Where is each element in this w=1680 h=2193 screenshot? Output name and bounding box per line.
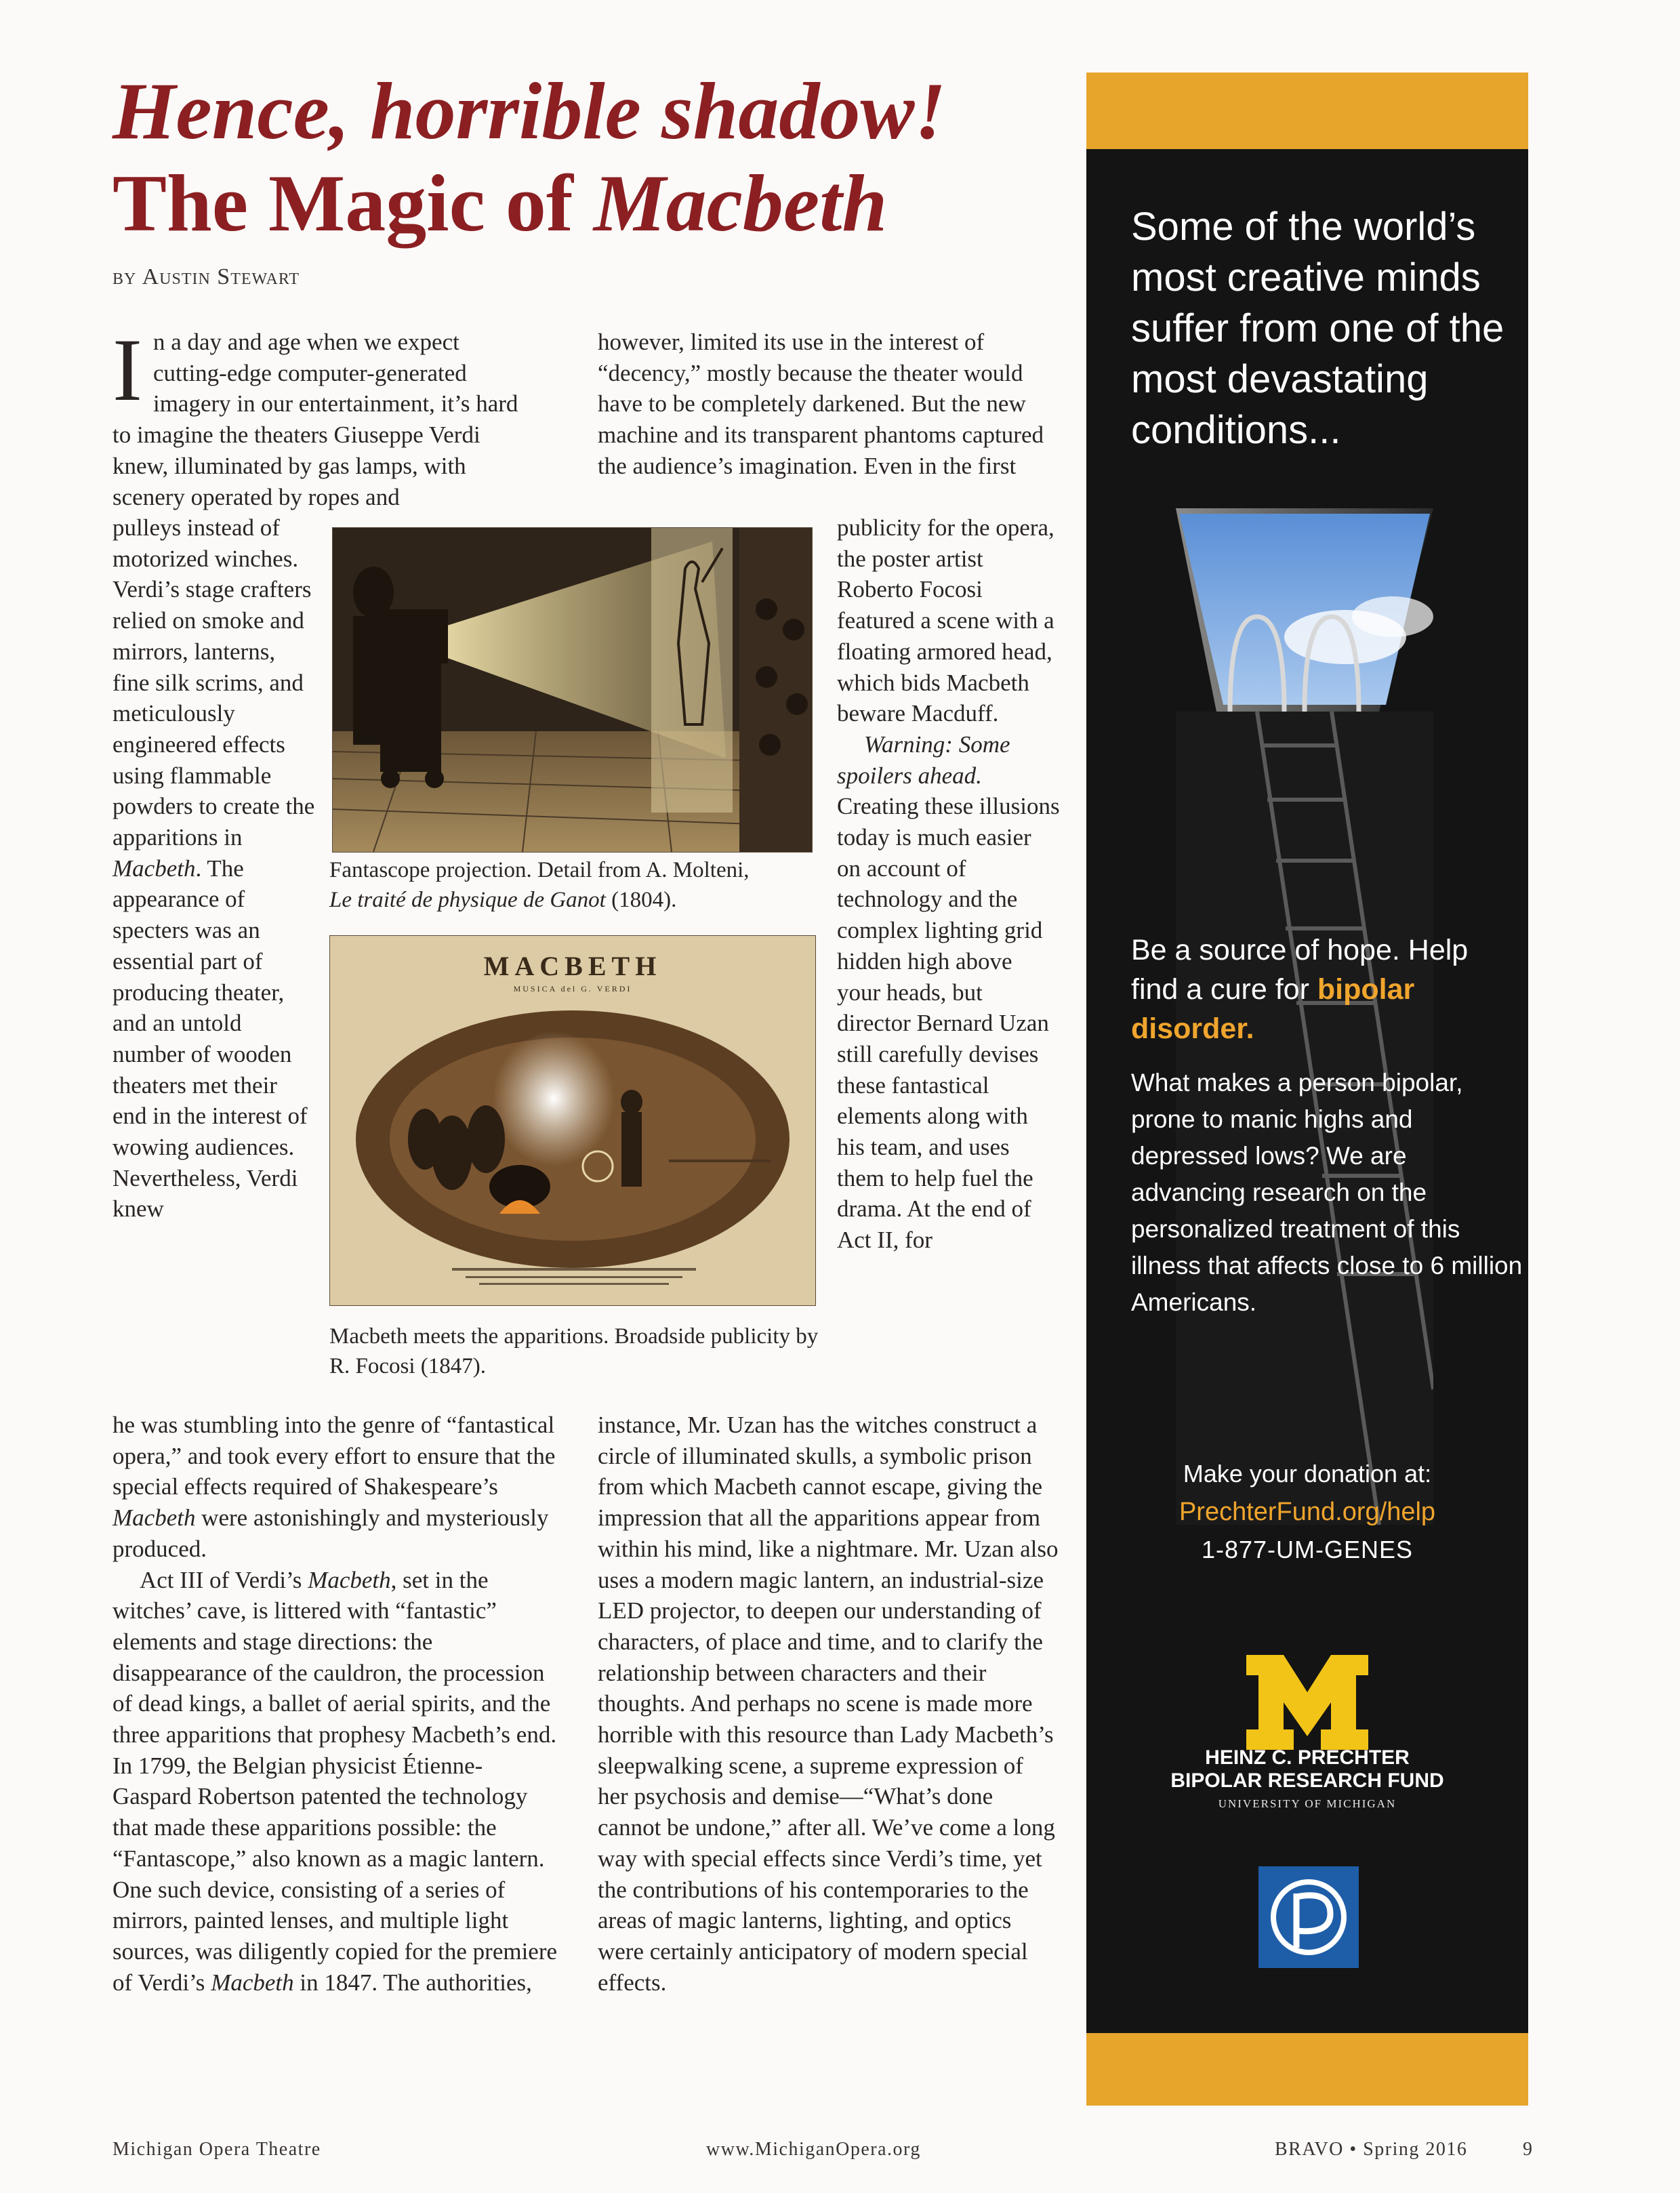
macbeth-broadside-illustration [330,936,815,1305]
ad-description: What makes a person bipolar, prone to manic highs and depressed lows? We are advancing research on the personalized treatment of this illness that affects close to 6 million Americans. [1131,1069,1523,1316]
col1c-p2-italic-2: Macbeth [211,1969,294,1996]
byline [112,264,300,290]
col1a-text: n a day and age when we expect cutting-edge computer-generated imagery in our entertainment, it’s hard to imagine the theaters Giuseppe Verdi knew, illuminated by gas lamps, with scenery operated by ropes and [112,329,518,510]
col2b-italic: Warning: Some spoilers ahead. [837,731,1010,789]
title-line-1: Hence, horrible shadow! [112,66,947,156]
caption1-line1: Fantascope projection. Detail from A. Molteni, [329,858,750,882]
prechter-fund-ad [1086,73,1528,2106]
caption1-end: (1804). [611,888,677,912]
poster-subtitle: MUSICA del G. VERDI [513,984,632,993]
col1c-p2-text-1: Act III of Verdi’s [140,1566,302,1593]
footer-page-number: 9 [1523,2139,1534,2160]
ad-bottom-band [1086,2033,1528,2106]
col1c-p1-text-1: he was stumbling into the genre of “fantastical opera,” and took every effort to ensure that the special effects required of Shakespeare’s [112,1412,556,1500]
fund-line-1: HEINZ C. PRECHTER [1205,1746,1410,1769]
col1c-p2-text-2: , set in the witches’ cave, is littered with “fantastic” elements and stage directions: the disappearance of the cauldron, the procession of dead kings, a ballet of aerial spirits, and the three apparitions that prophesy Macbeth’s end. In 1799, the Belgian physicist Étienne-Gaspard Robertson patented the technology that made these apparitions possible: the “Fantascope,” also known as a magic lantern. One such device, consisting of a series of mirrors, painted lenses, and multiple light sources, was diligently copied for the premiere of Verdi’s [112,1566,558,1996]
caption-fantascope [329,855,831,915]
donation-url[interactable]: PrechterFund.org/help [1179,1498,1436,1526]
caption-broadside: Macbeth meets the apparitions. Broadside publicity by R. Focosi (1847). [329,1324,819,1378]
column-2-narrow [837,512,1061,1256]
caption1-italic: Le traité de physique de Ganot [329,888,606,912]
title-line-2-italic: Macbeth [593,158,888,248]
donation-label: Make your donation at: [1183,1460,1432,1488]
ad-hope-text [1131,930,1511,1048]
fund-line-2: BIPOLAR RESEARCH FUND [1170,1769,1444,1792]
donation-phone: 1-877-UM-GENES [1201,1536,1414,1563]
column-1-top [112,320,519,512]
university-name: UNIVERSITY OF MICHIGAN [1218,1797,1397,1810]
fantascope-image [332,527,813,853]
footer-publisher: Michigan Opera Theatre [112,2139,321,2160]
column-1-narrow [112,512,316,1225]
col1b-text-2: . The appearance of specters was an essential part of producing theater, and an untold number of wooden theaters met their end in the interest of wowing audiences. Nevertheless, Verdi knew [112,855,308,1223]
byline-author: Austin Stewart [142,264,300,289]
col1c-paragraph-1 [112,1410,560,1565]
col1c-p2-italic: Macbeth [308,1566,391,1593]
ad-hope-main: Be a source of hope. Help find a cure for [1131,934,1469,1006]
article-title [112,65,1021,249]
column-2-top [598,327,1045,482]
prechter-p-logo [1258,1866,1359,1968]
column-1-bottom [112,1410,560,1998]
ad-top-band [1086,73,1528,149]
col1b-text-1: pulleys instead of motorized winches. Verdi’s stage crafters relied on smoke and mirrors, lanterns, fine silk scrims, and meticulously engineered effects using flammable powders to create the apparitions in [112,514,315,851]
col1c-paragraph-2 [112,1565,560,1999]
title-line-2-prefix: The Magic of [112,158,573,248]
ad-headline: Some of the world’s most creative minds suffer from one of the most devastating conditions... [1131,205,1504,452]
col1c-p2-text-3: in 1847. The authorities, [300,1969,532,1996]
col2b-paragraph-2 [837,729,1061,1256]
fund-name [1086,1746,1528,1792]
block-m-logo [1246,1655,1368,1750]
byline-by: by [112,264,137,289]
title-line-2 [112,157,1021,249]
col1c-p1-text-2: were astonishingly and mysteriously produced. [112,1504,549,1562]
col2c-text: instance, Mr. Uzan has the witches construct a circle of illuminated skulls, a symbolic prison from which Macbeth cannot escape, giving the impression that all the apparitions appear from within his mind, like a nightmare. Mr. Uzan also uses a modern magic lantern, an industrial-size LED projector, to deepen our understanding of characters, of place and time, and to clarify the relationship between characters and their thoughts. And perhaps no scene is made more horrible with this resource than Lady Macbeth’s sleepwalking scene, a supreme expression of her psychosis and demise—“What’s done cannot be undone,” after all. We’ve come a long way with special effects since Verdi’s time, yet the contributions of his contemporaries to the areas of magic lanterns, lighting, and optics were certainly anticipatory of modern special effects. [598,1412,1059,1996]
poster-title: MACBETH [483,951,662,981]
column-2-bottom [598,1410,1059,1998]
footer-website[interactable]: www.MichiganOpera.org [706,2139,921,2160]
ad-hope-highlight: bipolar disorder. [1131,973,1415,1045]
col2b-text: Creating these illusions today is much easier on account of technology and the complex lighting grid hidden high above your heads, but director Bernard Uzan still carefully devises these fantastical elements along with his team, and uses them to help fuel the drama. At the end of Act II, for [837,793,1060,1254]
col1b-italic: Macbeth [112,855,196,882]
col1c-p1-italic: Macbeth [112,1504,196,1532]
drop-cap: I [112,320,142,419]
col2a-text: however, limited its use in the interest of “decency,” mostly because the theater would have to be completely darkened. But the new machine and its transparent phantoms captured the audience’s imagination. Even in the first [598,329,1044,479]
footer-issue: BRAVO • Spring 2016 [1275,2139,1468,2160]
macbeth-broadside-image [329,935,816,1306]
col2b-paragraph-1: publicity for the opera, the poster artist Roberto Focosi featured a scene with a floating armored head, which bids Macbeth beware Macduff. [837,514,1054,727]
fantascope-illustration [333,528,812,852]
ad-donation [1086,1455,1528,1569]
